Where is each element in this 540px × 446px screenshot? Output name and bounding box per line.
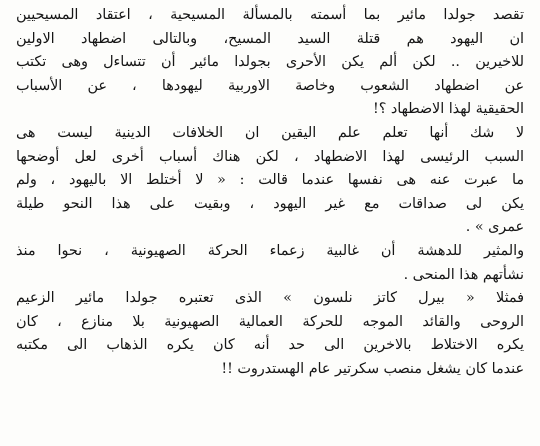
article-body — [16, 4, 524, 382]
text-line: ان اليهود هم قتلة السيد المسيح، وبالتالى اضطهاد الاولين — [16, 30, 524, 47]
text-line: فمثلا « بيرل كاتز نلسون » الذى تعتبره جولدا مائير الزعيم — [16, 290, 524, 307]
text-line: يكره الاختلاط بالاخرين الى حد أنه كان يكره الذهاب الى مكتبه — [16, 337, 524, 354]
text-line: لا شك أنها تعلم علم اليقين ان الخلافات الدينية ليست هى — [16, 124, 524, 141]
text-line: نشأتهم هذا المنحى . — [403, 266, 524, 283]
paragraph-1 — [16, 4, 524, 122]
text-line: الحقيقية لهذا الاضطهاد ؟! — [372, 101, 524, 118]
text-line: والمثير للدهشة أن غالبية زعماء الحركة الصهيونية ، نحوا منذ — [16, 242, 524, 259]
paragraph-4 — [16, 287, 524, 381]
text-line: تقصد جولدا مائير بما أسمته بالمسألة المسيحية ، اعتقاد المسيحيين — [16, 7, 524, 23]
text-line: عن اضطهاد الشعوب وخاصة الاوربية ليهودها ، عن الأسباب — [16, 77, 524, 94]
text-line: الروحى والقائد الموجه للحركة العمالية الصهيونية بلا منازع ، كان — [16, 313, 524, 330]
text-line: عمرى » . — [465, 219, 524, 236]
text-line: عندما كان يشغل منصب سكرتير عام الهستدروت !! — [221, 360, 524, 377]
text-line: السبب الرئيسى لهذا الاضطهاد ، لكن هناك أسباب أخرى لعل أوضحها — [16, 148, 524, 165]
paragraph-2 — [16, 122, 524, 240]
paragraph-3 — [16, 240, 524, 287]
text-line: للاخيرين .. لكن ألم يكن الأحرى بجولدا مائير أن تتساءل وهى تكتب — [16, 54, 524, 71]
text-line: ما عبرت عنه هى نفسها عندما قالت : « لا أختلط الا باليهود ، ولم — [16, 172, 524, 189]
text-line: يكن لى صداقات مع غير اليهود ، وبقيت على هذا النحو طيلة — [16, 195, 524, 212]
